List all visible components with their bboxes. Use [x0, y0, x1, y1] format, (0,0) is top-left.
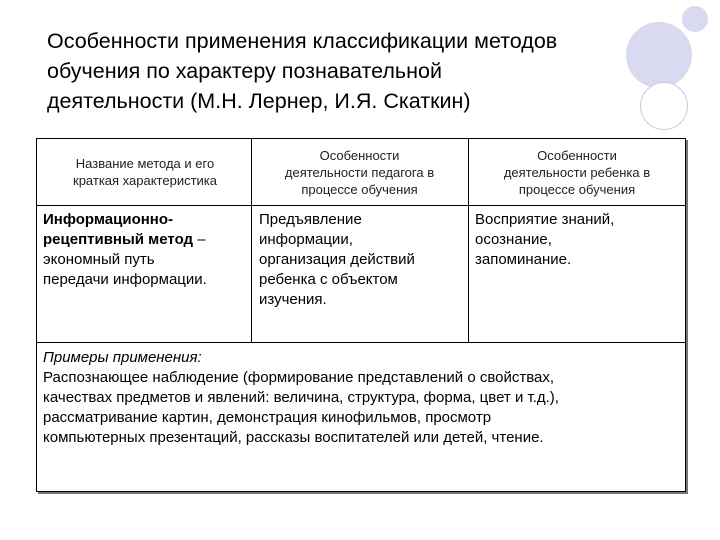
slide-title: [47, 26, 647, 116]
examples-text: Распознающее наблюдение (формирование представлений о свойствах, качествах предметов и явлений: величина, структура, форма, цвет и т.д.), рассматривание картин, демонстрация кинофильмов, просмотр компьютерных презентаций, рассказы воспитателей или детей, чтение.: [43, 369, 559, 446]
header-teacher-text: Особенности деятельности педагога в процессе обучения: [284, 147, 435, 197]
method-name: Информационно- рецептивный метод: [43, 211, 194, 248]
title-line-2: обучения по характеру познавательной: [47, 59, 442, 83]
header-teacher: [253, 139, 466, 205]
title-line-3: деятельности (М.Н. Лернер, И.Я. Скаткин): [47, 89, 471, 113]
method-description: – экономный путь передачи информации.: [43, 231, 207, 288]
examples-block: [43, 348, 679, 448]
decor-circle-small: [682, 6, 708, 32]
methods-table: [36, 138, 686, 492]
header-child: [470, 139, 684, 205]
examples-divider: [37, 342, 685, 343]
cell-method: [43, 210, 249, 290]
cell-child: Восприятие знаний, осознание, запоминание.: [475, 211, 615, 268]
header-method: [41, 139, 249, 205]
examples-label: Примеры применения:: [43, 349, 202, 366]
header-method-text: Название метода и его краткая характеристика: [73, 156, 217, 188]
cell-teacher: Предъявление информации, организация действий ребенка с объектом изучения.: [259, 211, 415, 308]
title-line-1: Особенности применения классификации методов: [47, 29, 558, 53]
header-child-text: Особенности деятельности ребенка в процессе обучения: [503, 147, 651, 197]
header-divider: [37, 205, 685, 206]
decor-circle-outline: [640, 82, 688, 130]
column-divider-1: [251, 139, 252, 342]
column-divider-2: [468, 139, 469, 342]
